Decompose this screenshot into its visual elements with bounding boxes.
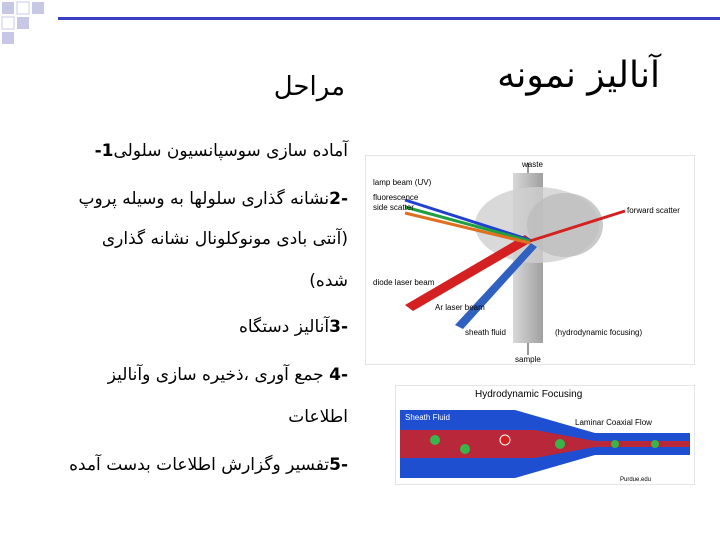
step-4-text-line2: اطلاعات bbox=[288, 407, 348, 427]
slide-title: آنالیز نمونه bbox=[497, 55, 660, 96]
step-4-continued bbox=[18, 406, 348, 428]
step-3 bbox=[18, 316, 348, 338]
step-2-text-line2: (آنتی بادی مونوکلونال نشانه گذاری bbox=[101, 229, 348, 249]
step-2-text: نشانه گذاری سلولها به وسیله پروپ bbox=[78, 189, 330, 209]
step-2 bbox=[18, 188, 348, 210]
cell-green bbox=[430, 435, 440, 445]
corner-decoration bbox=[0, 0, 60, 45]
label-sample: sample bbox=[515, 355, 541, 364]
step-4 bbox=[18, 364, 348, 386]
cell-green bbox=[651, 440, 659, 448]
lens-disc-2 bbox=[527, 193, 603, 257]
step-list bbox=[18, 140, 348, 476]
step-2-continued bbox=[18, 228, 348, 250]
header-rule bbox=[58, 17, 720, 20]
step-2-text-line3: شده) bbox=[309, 271, 348, 291]
step-3-text: آنالیز دستگاه bbox=[238, 317, 330, 337]
label-sheath-fluid: sheath fluid bbox=[465, 328, 506, 337]
step-5-num: -5 bbox=[329, 455, 348, 475]
label-waste: waste bbox=[522, 160, 543, 169]
label-hydrodynamic: (hydrodynamic focusing) bbox=[555, 328, 643, 337]
label-laminar: Laminar Coaxial Flow bbox=[575, 418, 652, 427]
label-ar-laser: Ar laser beam bbox=[435, 303, 485, 312]
hydro-title: Hydrodynamic Focusing bbox=[475, 389, 583, 400]
step-2-continued-2 bbox=[18, 270, 348, 292]
label-lamp: lamp beam (UV) bbox=[373, 178, 432, 187]
step-2-num: -2 bbox=[329, 189, 348, 209]
step-1 bbox=[18, 140, 348, 162]
label-diode-laser: diode laser beam bbox=[373, 278, 435, 287]
cell-green bbox=[555, 439, 565, 449]
step-1-text: آماده سازی سوسپانسیون سلولی bbox=[113, 141, 348, 161]
cell-green bbox=[460, 444, 470, 454]
label-sheath: Sheath Fluid bbox=[405, 413, 450, 422]
flow-cell-diagram bbox=[365, 155, 695, 365]
step-1-num: 1- bbox=[94, 141, 114, 161]
cell-green bbox=[611, 440, 619, 448]
label-forward-scatter: forward scatter bbox=[627, 206, 680, 215]
hydrodynamic-focusing-diagram bbox=[395, 385, 695, 485]
credit: Purdue.edu bbox=[620, 477, 652, 483]
step-3-num: -3 bbox=[329, 317, 348, 337]
step-4-num: -4 bbox=[329, 365, 348, 385]
label-side-scatter: side scatter bbox=[373, 203, 414, 212]
section-heading: مراحل bbox=[273, 72, 345, 102]
cell-red bbox=[500, 435, 510, 445]
label-fluorescence: fluorescence bbox=[373, 193, 419, 202]
step-4-text: جمع آوری ،ذخیره سازی وآنالیز bbox=[107, 365, 330, 385]
step-5-text: تفسیر وگزارش اطلاعات بدست آمده bbox=[69, 455, 330, 475]
step-5 bbox=[18, 454, 348, 476]
